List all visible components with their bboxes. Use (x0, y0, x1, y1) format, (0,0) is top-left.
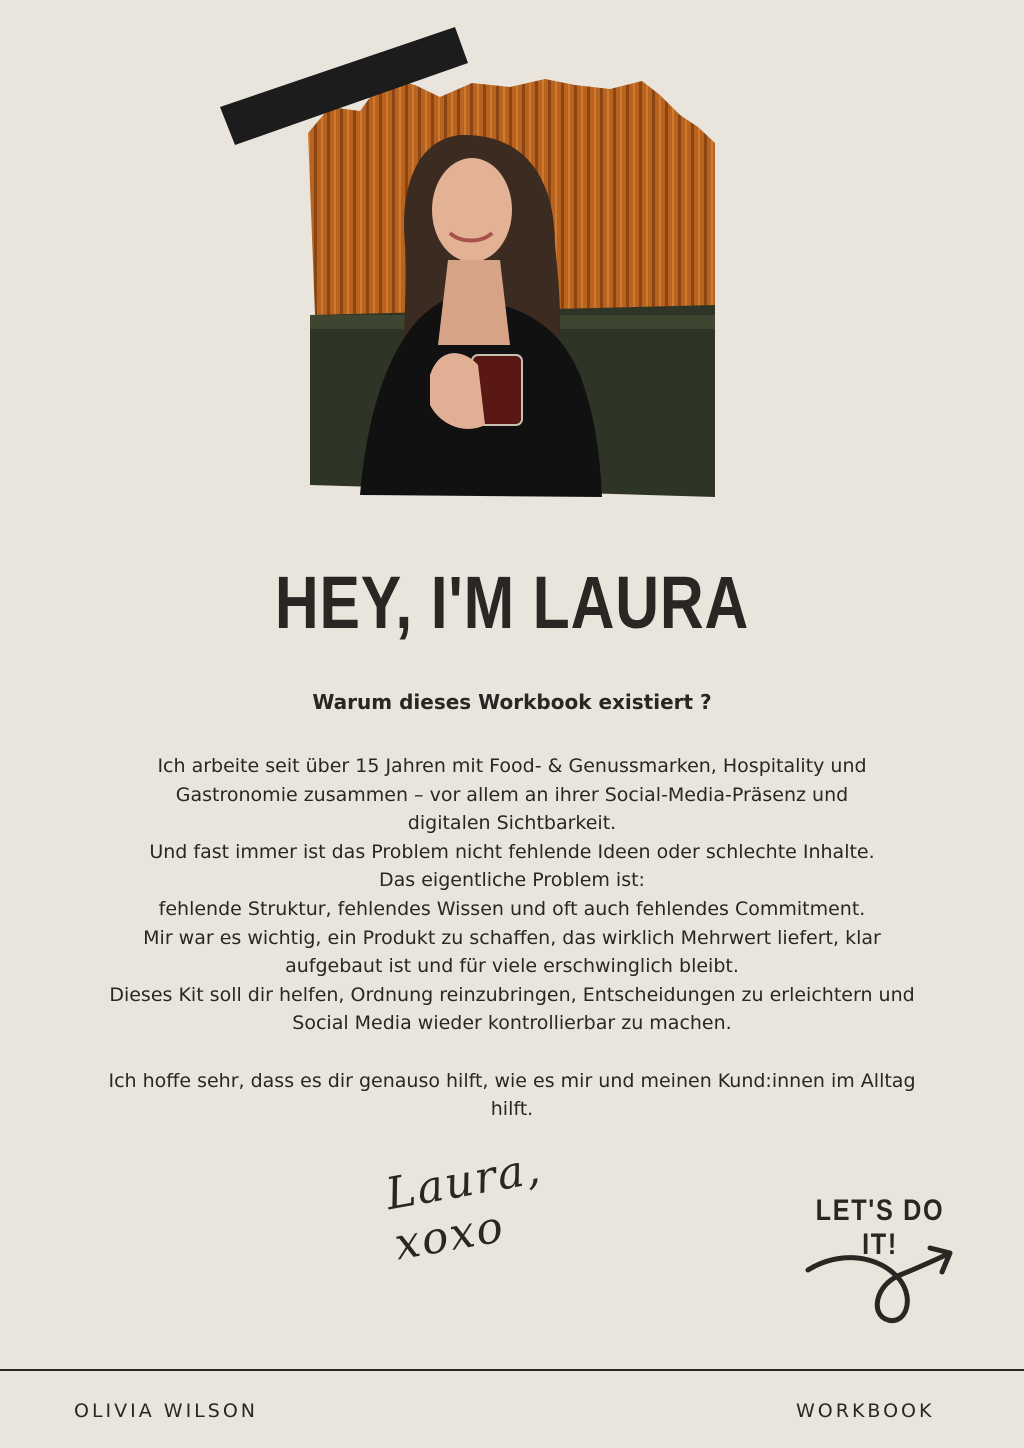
body-line: Social Media wieder kontrollierbar zu machen. (292, 1012, 732, 1035)
body-line: Das eigentliche Problem ist: (379, 869, 645, 892)
body-line: digitalen Sichtbarkeit. (407, 812, 617, 835)
signature: Laura, xoxo (382, 1142, 546, 1271)
body-line: fehlende Struktur, fehlendes Wissen und oft auch fehlendes Commitment. (158, 897, 866, 920)
body-line: Und fast immer ist das Problem nicht fehlende Ideen oder schlechte Inhalte. (149, 840, 875, 863)
subheading: Warum dieses Workbook existiert ? (312, 690, 712, 714)
curly-arrow-icon (800, 1240, 960, 1330)
body-line: Dieses Kit soll dir helfen, Ordnung reinzubringen, Entscheidungen zu erleichtern und (109, 983, 915, 1006)
footer-divider (0, 1369, 1024, 1371)
cta-text: LET'S DO IT! (815, 1194, 945, 1261)
body-line: Mir war es wichtig, ein Produkt zu schaffen, das wirklich Mehrwert liefert, klar (143, 926, 881, 949)
intro-text (70, 752, 954, 1124)
footer-author: OLIVIA WILSON (74, 1400, 258, 1422)
profile-photo (210, 15, 730, 505)
body-line: Gastronomie zusammen – vor allem an ihrer Social-Media-Präsenz und (175, 783, 849, 806)
page-title: HEY, I'M LAURA (274, 561, 750, 644)
paragraph-gap (70, 1038, 954, 1067)
closing-line: hilft. (490, 1098, 534, 1121)
closing-line: Ich hoffe sehr, dass es dir genauso hilft, wie es mir und meinen Kund:innen im Alltag (108, 1069, 916, 1092)
footer-label: WORKBOOK (796, 1400, 935, 1422)
body-line: aufgebaut ist und für viele erschwinglich bleibt. (285, 955, 739, 978)
body-line: Ich arbeite seit über 15 Jahren mit Food- & Genussmarken, Hospitality und (157, 755, 867, 777)
